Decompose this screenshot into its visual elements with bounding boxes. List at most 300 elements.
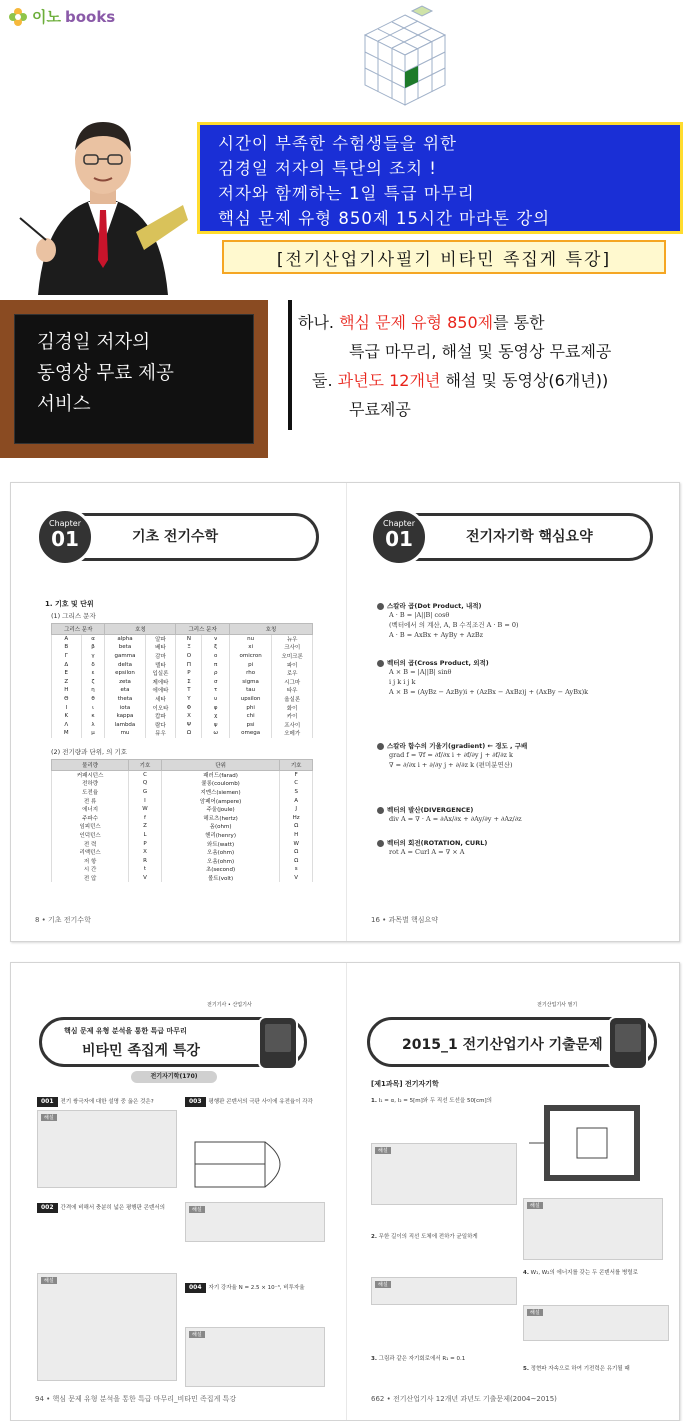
table-row <box>52 788 313 797</box>
formula-equation: A · B = AxBx + AyBy + AzBz <box>389 631 484 639</box>
table-cell: delta <box>105 660 145 669</box>
chapter-label: Chapter <box>383 519 415 528</box>
table-cell: 패러드(farad) <box>161 771 280 780</box>
chalkboard-panel <box>0 300 268 458</box>
table-cell: gamma <box>105 652 145 661</box>
greek-letters-table <box>51 623 313 738</box>
table-cell: 인덕턴스 <box>52 831 129 840</box>
benefit-one-line2: 특급 마무리, 해설 및 동영상 무료제공 <box>349 342 612 361</box>
table-header: 그리스 문자 <box>52 624 105 635</box>
benefit-one-rest: 를 통한 <box>493 313 545 332</box>
table-cell: f <box>129 813 162 822</box>
chapter-banner <box>373 513 653 561</box>
table-cell: 알파 <box>145 635 176 644</box>
solution-box <box>37 1273 177 1381</box>
table-cell: Z <box>129 822 162 831</box>
table-cell: tau <box>229 686 271 695</box>
question-004 <box>185 1283 325 1387</box>
table-row <box>52 831 313 840</box>
exam-question-3 <box>371 1355 517 1363</box>
question-text: 평행판 콘덴서의 극판 사이에 유전율이 각각 <box>208 1099 313 1105</box>
formula-heading <box>377 601 519 610</box>
table-cell: kappa <box>105 712 145 721</box>
table-cell: 도전율 <box>52 788 129 797</box>
table-cell: Ι <box>52 703 82 712</box>
table-cell: 에에타 <box>145 686 176 695</box>
question-number: 002 <box>37 1203 58 1213</box>
table-cell: 헨리(henry) <box>161 831 280 840</box>
table-row <box>52 720 313 729</box>
table-cell: G <box>129 788 162 797</box>
table-cell: χ <box>202 712 229 721</box>
table-cell: ω <box>202 729 229 738</box>
table-cell: 감마 <box>145 652 176 661</box>
benefit-two-rest: 해설 및 동영상(6개년)) <box>440 371 609 390</box>
table-cell: eta <box>105 686 145 695</box>
table-cell: P <box>129 839 162 848</box>
question-text: W₁, W₂의 에너지를 갖는 두 콘덴서를 병렬로 <box>530 1270 638 1276</box>
table-cell: 쿨롱(coulomb) <box>161 779 280 788</box>
bullet-icon <box>377 840 384 847</box>
table-cell: Μ <box>52 729 82 738</box>
table-header: 물리량 <box>52 760 129 771</box>
question-text: 간격에 비해서 충분히 넓은 평행판 콘덴서의 <box>60 1205 165 1211</box>
table-cell: psi <box>229 720 271 729</box>
capacitor-diagram <box>185 1137 305 1197</box>
question-text: 무한 길이의 직선 도체에 전하가 균일하게 <box>378 1234 478 1240</box>
table-cell: F <box>280 771 313 780</box>
table-cell: 카이 <box>272 712 313 721</box>
question-number: 003 <box>185 1097 206 1107</box>
table-row <box>52 779 313 788</box>
table-cell: 전하량 <box>52 779 129 788</box>
divider-bar <box>288 300 292 430</box>
benefit-two-prefix: 둘. <box>312 371 338 390</box>
table-cell: θ <box>81 695 105 704</box>
table-cell: 뮤우 <box>145 729 176 738</box>
solution-box <box>37 1110 177 1188</box>
chapter-title: 전기자기학 핵심요약 <box>466 529 593 545</box>
table-cell: ψ <box>202 720 229 729</box>
table-cell: theta <box>105 695 145 704</box>
formula-heading-text: 벡터의 발산(DIVERGENCE) <box>387 806 474 814</box>
top-label: 전기기사 • 산업기사 <box>207 1002 252 1008</box>
promo-line: 김경일 저자의 특단의 조치 ! <box>218 159 437 178</box>
solution-tag: 해설 <box>189 1331 205 1338</box>
question-number: 004 <box>185 1283 206 1293</box>
table-cell: Ο <box>176 652 202 661</box>
subsection-heading: (1) 그리스 문자 <box>51 612 96 620</box>
chalkboard-line: 김경일 저자의 <box>37 332 151 353</box>
table-cell: Α <box>52 635 82 644</box>
banner-subtitle: 핵심 문제 유형 분석을 통한 특급 마무리 <box>64 1027 187 1035</box>
table-cell: 지멘스(siemen) <box>161 788 280 797</box>
table-row <box>52 865 313 874</box>
table-cell: ι <box>81 703 105 712</box>
table-cell: β <box>81 643 105 652</box>
table-cell: 뉴우 <box>272 635 313 644</box>
table-cell: Β <box>52 643 82 652</box>
solution-tag: 해설 <box>375 1281 391 1288</box>
sample-spread-math <box>10 482 680 942</box>
question-number: 001 <box>37 1097 58 1107</box>
table-cell: 시 간 <box>52 865 129 874</box>
table-cell: A <box>280 796 313 805</box>
exam-question-2 <box>371 1233 517 1305</box>
table-cell: 리액턴스 <box>52 848 129 857</box>
table-row <box>52 729 313 738</box>
page-footer: 8 • 기초 전기수학 <box>35 916 91 924</box>
table-cell: Ω <box>280 856 313 865</box>
table-cell: 볼트(volt) <box>161 874 280 883</box>
exam-question-5 <box>523 1365 669 1373</box>
table-row <box>52 813 313 822</box>
formula-heading-text: 벡터의 회전(ROTATION, CURL) <box>387 839 488 847</box>
table-cell: Hz <box>280 813 313 822</box>
table-cell: 오미크론 <box>272 652 313 661</box>
table-row <box>52 822 313 831</box>
table-cell: 오메가 <box>272 729 313 738</box>
table-header: 호칭 <box>105 624 176 635</box>
table-cell: Ω <box>280 822 313 831</box>
table-cell: σ <box>202 677 229 686</box>
benefit-two-line2: 무료제공 <box>349 400 411 419</box>
formula-equation: ∇ = ∂/∂x i + ∂/∂y j + ∂/∂z k (편미분연산) <box>389 761 513 769</box>
formula-equation: i j k i j k <box>389 678 416 686</box>
table-cell: alpha <box>105 635 145 644</box>
formula-item <box>377 741 527 770</box>
table-cell: 캅파 <box>145 712 176 721</box>
brand-logo <box>8 6 115 27</box>
table-cell: η <box>81 686 105 695</box>
table-row <box>52 856 313 865</box>
chalkboard-surface <box>14 314 254 444</box>
question-002 <box>37 1203 177 1381</box>
table-cell: ο <box>202 652 229 661</box>
question-number: 5. <box>523 1366 529 1372</box>
table-cell: Θ <box>52 695 82 704</box>
solution-box <box>523 1305 669 1341</box>
solution-tag: 해설 <box>375 1147 391 1154</box>
table-cell: t <box>129 865 162 874</box>
benefits-list <box>298 308 698 424</box>
table-cell: C <box>280 779 313 788</box>
table-row <box>52 796 313 805</box>
table-cell: iota <box>105 703 145 712</box>
section-heading: 1. 기호 및 단위 <box>45 600 94 608</box>
table-cell: κ <box>81 712 105 721</box>
formula-equation: A · B = |A||B| cosθ <box>389 611 450 619</box>
table-cell: 람다 <box>145 720 176 729</box>
exam-banner <box>367 1017 657 1067</box>
table-cell: Q <box>129 779 162 788</box>
table-cell: 와트(watt) <box>161 839 280 848</box>
formula-item <box>377 838 487 857</box>
table-cell: 화이 <box>272 703 313 712</box>
table-cell: 세타 <box>145 695 176 704</box>
table-cell: R <box>129 856 162 865</box>
table-cell: Φ <box>176 703 202 712</box>
table-header: 단위 <box>161 760 280 771</box>
page-footer: 662 • 전기산업기사 12개년 과년도 기출문제(2004~2015) <box>371 1395 557 1403</box>
phone-screen <box>265 1024 291 1052</box>
sample-page-past-exam <box>346 963 681 1420</box>
video-phone-icon <box>608 1016 648 1070</box>
table-row <box>52 695 313 704</box>
chapter-banner <box>39 513 319 561</box>
table-cell: J <box>280 805 313 814</box>
table-row <box>52 771 313 780</box>
table-cell: epsilon <box>105 669 145 678</box>
formula-heading <box>377 805 522 814</box>
video-phone-icon <box>258 1016 298 1070</box>
solution-tag: 해설 <box>189 1206 205 1213</box>
benefit-two <box>298 366 698 395</box>
formula-equation: div A = ∇ · A = ∂Ax/∂x + ∂Ay/∂y + ∂Az/∂z <box>389 815 522 823</box>
table-cell: ε <box>81 669 105 678</box>
table-cell: 크사이 <box>272 643 313 652</box>
chapter-label: Chapter <box>49 519 81 528</box>
formula-equation: A × B = (AyBz − AzBy)i + (AzBx − AxBz)j + (AxBy − AyBx)k <box>389 688 589 696</box>
formula-heading-text: 벡터의 곱(Cross Product, 외적) <box>387 659 489 667</box>
formula-heading <box>377 658 588 667</box>
units-table <box>51 759 313 882</box>
page-footer: 16 • 과목별 핵심요약 <box>371 916 439 924</box>
table-cell: 임피던스 <box>52 822 129 831</box>
table-cell: 암페어(ampere) <box>161 796 280 805</box>
table-cell: lambda <box>105 720 145 729</box>
logo-text-ino: 이노 <box>32 8 61 26</box>
table-cell: 제에타 <box>145 677 176 686</box>
table-cell: nu <box>229 635 271 644</box>
table-cell: 타우 <box>272 686 313 695</box>
promo-line: 핵심 문제 유형 850제 15시간 마라톤 강의 <box>218 209 551 228</box>
table-row <box>52 669 313 678</box>
table-cell: 주파수 <box>52 813 129 822</box>
table-header: 기호 <box>280 760 313 771</box>
table-cell: 오옴(ohm) <box>161 856 280 865</box>
table-cell: Ξ <box>176 643 202 652</box>
top-label: 전기산업기사 필기 <box>537 1002 578 1008</box>
table-cell: H <box>280 831 313 840</box>
table-cell: 저 항 <box>52 856 129 865</box>
table-cell: 초(second) <box>161 865 280 874</box>
table-cell: upsilon <box>229 695 271 704</box>
table-header: 그리스 문자 <box>176 624 229 635</box>
table-cell: 오옴(ohm) <box>161 848 280 857</box>
solution-tag: 해설 <box>41 1114 57 1121</box>
table-cell: pi <box>229 660 271 669</box>
table-cell: V <box>280 874 313 883</box>
table-row <box>52 703 313 712</box>
table-cell: λ <box>81 720 105 729</box>
table-cell: Ψ <box>176 720 202 729</box>
question-number: 1. <box>371 1098 377 1104</box>
chapter-badge <box>370 508 428 566</box>
table-cell: omega <box>229 729 271 738</box>
formula-equation: A × B = |A||B| sinθ <box>389 668 452 676</box>
table-cell: 에너지 <box>52 805 129 814</box>
table-cell: beta <box>105 643 145 652</box>
table-cell: zeta <box>105 677 145 686</box>
table-cell: φ <box>202 703 229 712</box>
formula-heading <box>377 838 487 847</box>
promo-box <box>197 122 683 234</box>
sample-page-em-summary <box>346 483 681 941</box>
table-cell: C <box>129 771 162 780</box>
formula-equation: (벡터에서 의 계산, A, B 수직조건 A · B = 0) <box>389 621 519 629</box>
table-cell: Η <box>52 686 82 695</box>
table-cell: π <box>202 660 229 669</box>
table-row <box>52 848 313 857</box>
table-cell: μ <box>81 729 105 738</box>
table-cell: τ <box>202 686 229 695</box>
vitamin-banner <box>39 1017 307 1067</box>
sample-page-basic-math <box>11 483 346 941</box>
table-cell: sigma <box>229 677 271 686</box>
bullet-icon <box>377 603 384 610</box>
table-cell: Ω <box>176 729 202 738</box>
table-row <box>52 712 313 721</box>
table-cell: X <box>129 848 162 857</box>
table-cell: Ζ <box>52 677 82 686</box>
cube-decoration-icon <box>350 5 460 115</box>
table-cell: phi <box>229 703 271 712</box>
lecture-title: [전기산업기사필기 비타민 족집게 특강] <box>222 240 666 274</box>
table-cell: 프사이 <box>272 720 313 729</box>
table-cell: Χ <box>176 712 202 721</box>
table-cell: 입실론 <box>145 669 176 678</box>
exam-question-4 <box>523 1269 669 1341</box>
question-text: 그림과 같은 자기회로에서 R₁ = 0.1 <box>378 1356 466 1362</box>
table-cell: W <box>129 805 162 814</box>
table-header: 기호 <box>129 760 162 771</box>
question-text: 전기 쌍극자에 대한 설명 중 옳은 것은? <box>60 1099 154 1105</box>
table-cell: 전 류 <box>52 796 129 805</box>
benefit-one <box>298 308 698 337</box>
table-cell: Ω <box>280 848 313 857</box>
sample-spread-exam <box>10 962 680 1421</box>
table-row <box>52 635 313 644</box>
author-photo <box>18 110 188 295</box>
formula-item <box>377 658 588 697</box>
question-text: 자기 강자율 N = 2.5 × 10⁻³, 비투자율 <box>208 1285 305 1291</box>
table-cell: 시그마 <box>272 677 313 686</box>
page-footer: 94 • 핵심 문제 유형 분석을 통한 특급 마무리_비타민 족집게 특강 <box>35 1395 237 1403</box>
table-cell: Ν <box>176 635 202 644</box>
phone-screen <box>615 1024 641 1052</box>
solution-box <box>523 1198 663 1260</box>
table-cell: Π <box>176 660 202 669</box>
exam-question-1 <box>371 1097 517 1205</box>
table-cell: s <box>280 865 313 874</box>
table-cell: 옴(ohm) <box>161 822 280 831</box>
solution-box <box>371 1143 517 1205</box>
table-cell: ξ <box>202 643 229 652</box>
formula-heading-text: 스칼라 곱(Dot Product, 내적) <box>387 602 482 610</box>
table-cell: 주울(joule) <box>161 805 280 814</box>
table-cell: 로우 <box>272 669 313 678</box>
table-cell: 전 압 <box>52 874 129 883</box>
table-cell: Υ <box>176 695 202 704</box>
table-cell: chi <box>229 712 271 721</box>
question-number: 4. <box>523 1270 529 1276</box>
table-cell: rho <box>229 669 271 678</box>
subsection-heading: (2) 전기량과 단위, 의 기호 <box>51 748 128 756</box>
chapter-number: 01 <box>385 527 413 551</box>
banner-title: 2015_1 전기산업기사 기출문제 <box>402 1037 603 1053</box>
promo-line: 저자와 함께하는 1일 특급 마무리 <box>218 184 475 203</box>
table-cell: υ <box>202 695 229 704</box>
logo-text-books: books <box>64 7 116 26</box>
table-cell: I <box>129 796 162 805</box>
banner-title: 비타민 족집게 특강 <box>82 1043 200 1059</box>
table-cell: Τ <box>176 686 202 695</box>
formula-item <box>377 601 519 640</box>
sample-page-vitamin-lecture <box>11 963 346 1420</box>
table-row <box>52 677 313 686</box>
exam-solution-right <box>523 1195 663 1260</box>
table-cell: W <box>280 839 313 848</box>
formula-equation: grad f = ∇f = ∂f/∂x i + ∂f/∂y j + ∂f/∂z k <box>389 751 513 759</box>
table-cell: 헤르츠(hertz) <box>161 813 280 822</box>
benefit-one-prefix: 하나. <box>298 313 340 332</box>
table-cell: α <box>81 635 105 644</box>
table-row <box>52 643 313 652</box>
table-cell: 델타 <box>145 660 176 669</box>
question-001 <box>37 1097 177 1188</box>
table-cell: ζ <box>81 677 105 686</box>
question-text: I₁ = α, I₂ = 5[m]와 두 직선 도선을 50[cm]의 <box>378 1098 492 1104</box>
table-cell: mu <box>105 729 145 738</box>
table-cell: Δ <box>52 660 82 669</box>
flower-logo-icon <box>8 7 28 27</box>
table-cell: 이오타 <box>145 703 176 712</box>
table-cell: ν <box>202 635 229 644</box>
solution-box <box>185 1202 325 1242</box>
solution-tag: 해설 <box>527 1202 543 1209</box>
bullet-icon <box>377 660 384 667</box>
chalkboard-line: 서비스 <box>37 394 91 415</box>
formula-equation: rot A = Curl A = ∇ × A <box>389 848 465 856</box>
table-cell: Σ <box>176 677 202 686</box>
solution-tag: 해설 <box>41 1277 57 1284</box>
table-cell: omicron <box>229 652 271 661</box>
magnetic-circuit-diagram <box>527 1098 657 1188</box>
question-number: 3. <box>371 1356 377 1362</box>
table-row <box>52 874 313 883</box>
formula-item <box>377 805 522 824</box>
table-cell: 웁실론 <box>272 695 313 704</box>
table-row <box>52 805 313 814</box>
subject-pill: 전기자기학(170) <box>131 1071 217 1083</box>
table-cell: Ε <box>52 669 82 678</box>
benefit-one-highlight: 핵심 문제 유형 850제 <box>339 313 494 332</box>
question-text: 정현파 자속으로 하여 기전력은 유기될 때 <box>530 1366 630 1372</box>
table-cell: ρ <box>202 669 229 678</box>
table-row <box>52 660 313 669</box>
table-cell: xi <box>229 643 271 652</box>
table-cell: δ <box>81 660 105 669</box>
table-cell: Λ <box>52 720 82 729</box>
table-row <box>52 686 313 695</box>
chapter-title: 기초 전기수학 <box>132 529 219 545</box>
solution-box <box>371 1277 517 1305</box>
formula-heading <box>377 741 527 750</box>
table-row <box>52 652 313 661</box>
solution-tag: 해설 <box>527 1309 543 1316</box>
question-003 <box>185 1097 325 1242</box>
